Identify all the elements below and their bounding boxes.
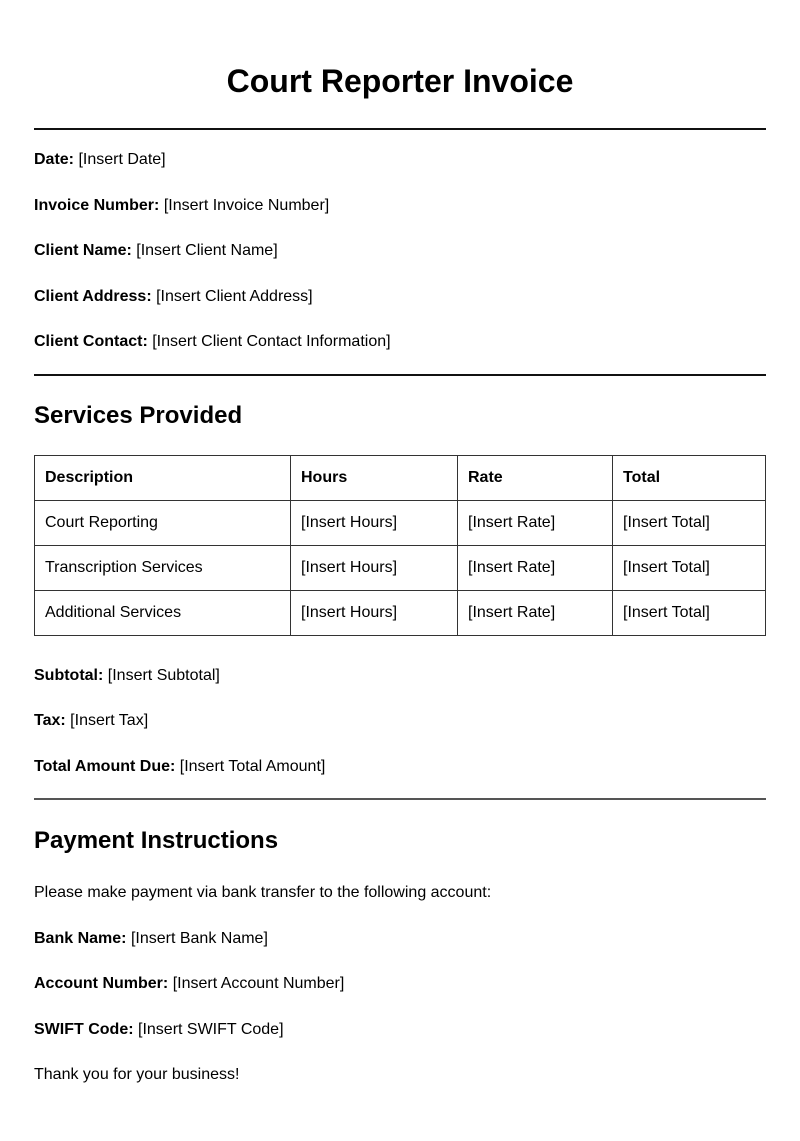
- total-due-field: [34, 757, 325, 777]
- swift-code-field: [34, 1020, 284, 1040]
- client-address-label: Client Address:: [34, 288, 152, 305]
- swift-code-value: [Insert SWIFT Code]: [138, 1021, 284, 1038]
- payment-heading: Payment Instructions: [34, 827, 279, 854]
- invoice-number-label: Invoice Number:: [34, 197, 160, 214]
- page-title: Court Reporter Invoice: [226, 63, 574, 99]
- cell-rate: [Insert Rate]: [458, 501, 613, 546]
- column-header-hours: Hours: [291, 456, 458, 501]
- cell-rate: [Insert Rate]: [458, 591, 613, 636]
- cell-total: [Insert Total]: [613, 546, 766, 591]
- invoice-number-value: [Insert Invoice Number]: [163, 197, 330, 214]
- divider: [34, 798, 766, 800]
- client-contact-field: [34, 332, 391, 352]
- cell-hours: [Insert Hours]: [291, 501, 458, 546]
- bank-name-value: [Insert Bank Name]: [130, 930, 268, 947]
- subtotal-field: [34, 666, 220, 686]
- client-address-value: [Insert Client Address]: [156, 288, 313, 305]
- date-value: [Insert Date]: [78, 151, 166, 168]
- date-label: Date:: [34, 151, 75, 168]
- cell-total: [Insert Total]: [613, 591, 766, 636]
- client-contact-label: Client Contact:: [34, 333, 148, 350]
- table-row: [35, 591, 766, 636]
- divider: [34, 128, 766, 130]
- date-field: [34, 150, 166, 170]
- account-number-label: Account Number:: [34, 975, 169, 992]
- cell-total: [Insert Total]: [613, 501, 766, 546]
- table-header-row: [35, 456, 766, 501]
- closing-message: Thank you for your business!: [34, 1066, 240, 1083]
- invoice-number-field: [34, 196, 329, 216]
- total-due-label: Total Amount Due:: [34, 758, 176, 775]
- client-contact-value: [Insert Client Contact Information]: [152, 333, 391, 350]
- cell-description: Transcription Services: [35, 546, 291, 591]
- subtotal-value: [Insert Subtotal]: [107, 667, 220, 684]
- table-row: [35, 501, 766, 546]
- cell-description: Additional Services: [35, 591, 291, 636]
- divider: [34, 374, 766, 376]
- column-header-total: Total: [613, 456, 766, 501]
- services-heading: Services Provided: [34, 402, 243, 429]
- swift-code-label: SWIFT Code:: [34, 1021, 134, 1038]
- column-header-description: Description: [35, 456, 291, 501]
- cell-description: Court Reporting: [35, 501, 291, 546]
- tax-field: [34, 711, 148, 731]
- cell-rate: [Insert Rate]: [458, 546, 613, 591]
- services-table: [34, 455, 766, 636]
- total-due-value: [Insert Total Amount]: [179, 758, 326, 775]
- account-number-field: [34, 974, 344, 994]
- cell-hours: [Insert Hours]: [291, 591, 458, 636]
- bank-name-field: [34, 929, 268, 949]
- cell-hours: [Insert Hours]: [291, 546, 458, 591]
- payment-intro: Please make payment via bank transfer to the following account:: [34, 884, 492, 901]
- table-row: [35, 546, 766, 591]
- tax-value: [Insert Tax]: [70, 712, 149, 729]
- subtotal-label: Subtotal:: [34, 667, 104, 684]
- account-number-value: [Insert Account Number]: [172, 975, 345, 992]
- bank-name-label: Bank Name:: [34, 930, 127, 947]
- column-header-rate: Rate: [458, 456, 613, 501]
- client-name-field: [34, 241, 278, 261]
- tax-label: Tax:: [34, 712, 66, 729]
- client-name-label: Client Name:: [34, 242, 132, 259]
- client-name-value: [Insert Client Name]: [136, 242, 278, 259]
- client-address-field: [34, 287, 313, 307]
